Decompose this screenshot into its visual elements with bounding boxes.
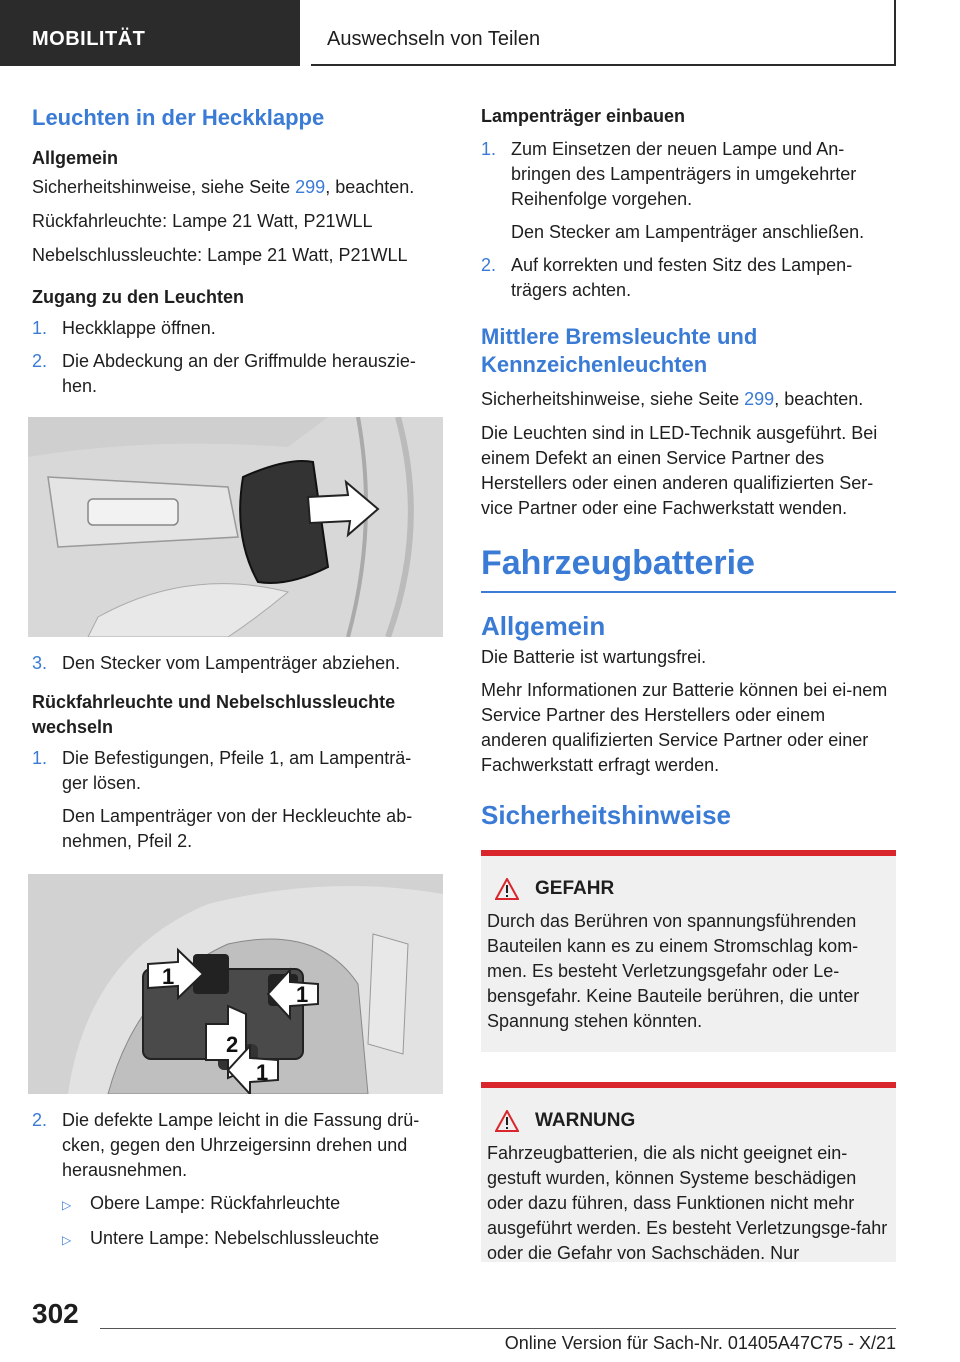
warning-text: Fahrzeugbatterien, die als nicht geeignet ein-gestuft wurden, können Systeme beschädigen oder dazu führen, dass Funktionen nicht mehr ausgeführt werden. Es besteht Verletzungsge-fahr oder die Gefahr von Sachschäden. Nur bbox=[487, 1143, 888, 1262]
list-item: 1. Die Befestigungen, Pfeile 1, am Lampenträ-ger lösen. Den Lampenträger von der Heckleuchte ab-nehmen, Pfeil 2. bbox=[32, 748, 413, 851]
heading-install: Lampenträger einbauen bbox=[481, 106, 686, 126]
heading-access: Zugang zu den Leuchten bbox=[32, 287, 244, 307]
triangle-bullet-icon: ▷ bbox=[62, 1198, 72, 1212]
chapter-header: Auswechseln von Teilen bbox=[311, 0, 896, 66]
callout-label: 2 bbox=[226, 1032, 239, 1057]
danger-text: Durch das Berühren von spannungsführenden Bauteilen kann es zu einem Stromschlag kom-men. Es besteht Verletzungsgefahr oder Le-bensgefahr. Keine Bauteile berühren, die unter Spannung stehen könnten. bbox=[487, 911, 860, 1031]
tailgate-cover-illustration bbox=[28, 417, 443, 637]
list-item: 2. Auf korrekten und festen Sitz des Lampen-trägers achten. bbox=[481, 255, 853, 300]
heading-general: Allgemein bbox=[32, 148, 119, 168]
list-item: 3. Den Stecker vom Lampenträger abziehen. bbox=[32, 653, 401, 673]
footer-divider bbox=[100, 1328, 896, 1329]
figure-lamp-carrier bbox=[28, 874, 443, 1094]
right-column bbox=[481, 96, 896, 1262]
safety-reference: Sicherheitshinweise, siehe Seite 299, beachten. bbox=[32, 177, 415, 197]
callout-label: 1 bbox=[256, 1060, 269, 1085]
heading-rear-lights: Leuchten in der Heckklappe bbox=[32, 105, 325, 130]
callout-label: 1 bbox=[296, 982, 309, 1007]
heading-change: Rückfahrleuchte und Nebelschlussleuchte wechseln bbox=[32, 692, 396, 737]
heading-battery-general: Allgemein bbox=[481, 611, 606, 641]
bullet-item: ▷ Untere Lampe: Nebelschlussleuchte bbox=[62, 1226, 444, 1253]
battery-maintenance: Die Batterie ist wartungsfrei. bbox=[481, 647, 707, 667]
warning-title: WARNUNG bbox=[535, 1110, 636, 1131]
section-header: MOBILITÄT bbox=[0, 0, 300, 66]
danger-title: GEFAHR bbox=[535, 878, 615, 899]
list-item: 2. Die defekte Lampe leicht in die Fassung drü-cken, gegen den Uhrzeigersinn drehen und herausnehmen. ▷ Obere Lampe: Rückfahrleuchte ▷ Untere Lampe: Nebelschlussleuchte bbox=[32, 1108, 444, 1253]
fog-light-spec: Nebelschlussleuchte: Lampe 21 Watt, P21WLL bbox=[32, 245, 408, 265]
bullet-item: ▷ Obere Lampe: Rückfahrleuchte bbox=[62, 1191, 444, 1218]
warning-box bbox=[481, 1082, 896, 1262]
footer-text: Online Version für Sach-Nr. 01405A47C75 - X/21 bbox=[504, 1333, 896, 1353]
heading-brake-lights: Mittlere Bremsleuchte und Kennzeichenleuchten bbox=[481, 324, 758, 377]
brake-description: Die Leuchten sind in LED-Technik ausgeführt. Bei einem Defekt an einen Service Partner des Herstellers oder einen anderen qualifizierten Ser-vice Partner oder eine Fachwerkstatt wenden. bbox=[481, 423, 878, 518]
list-item: 1. Heckklappe öffnen. bbox=[32, 318, 216, 338]
triangle-bullet-icon: ▷ bbox=[62, 1233, 72, 1247]
page-link[interactable]: 299 bbox=[744, 389, 775, 409]
brake-safety-reference: Sicherheitshinweise, siehe Seite 299, beachten. bbox=[481, 389, 864, 409]
danger-box bbox=[481, 850, 896, 1052]
page-number: 302 bbox=[32, 1298, 79, 1329]
heading-battery: Fahrzeugbatterie bbox=[481, 543, 896, 593]
reverse-light-spec: Rückfahrleuchte: Lampe 21 Watt, P21WLL bbox=[32, 211, 373, 231]
lamp-carrier-illustration bbox=[28, 874, 443, 1094]
figure-tailgate-cover bbox=[28, 417, 443, 637]
page-link[interactable]: 299 bbox=[295, 177, 326, 197]
list-item: 1. Zum Einsetzen der neuen Lampe und An-bringen des Lampenträgers in umgekehrter Reihenfolge vorgehen. Den Stecker am Lampenträger anschließen. bbox=[481, 139, 865, 242]
battery-info: Mehr Informationen zur Batterie können bei ei-nem Service Partner des Herstellers oder einem anderen qualifizierten Service Partner oder einer Fachwerkstatt erfragt werden. bbox=[481, 680, 888, 775]
list-item: 2. Die Abdeckung an der Griffmulde herauszie-hen. bbox=[32, 351, 416, 396]
callout-label: 1 bbox=[162, 964, 175, 989]
warning-triangle-icon bbox=[495, 878, 519, 900]
warning-triangle-icon bbox=[495, 1110, 519, 1132]
heading-safety: Sicherheitshinweise bbox=[481, 800, 731, 830]
access-steps bbox=[32, 316, 444, 399]
left-column bbox=[32, 96, 444, 1253]
